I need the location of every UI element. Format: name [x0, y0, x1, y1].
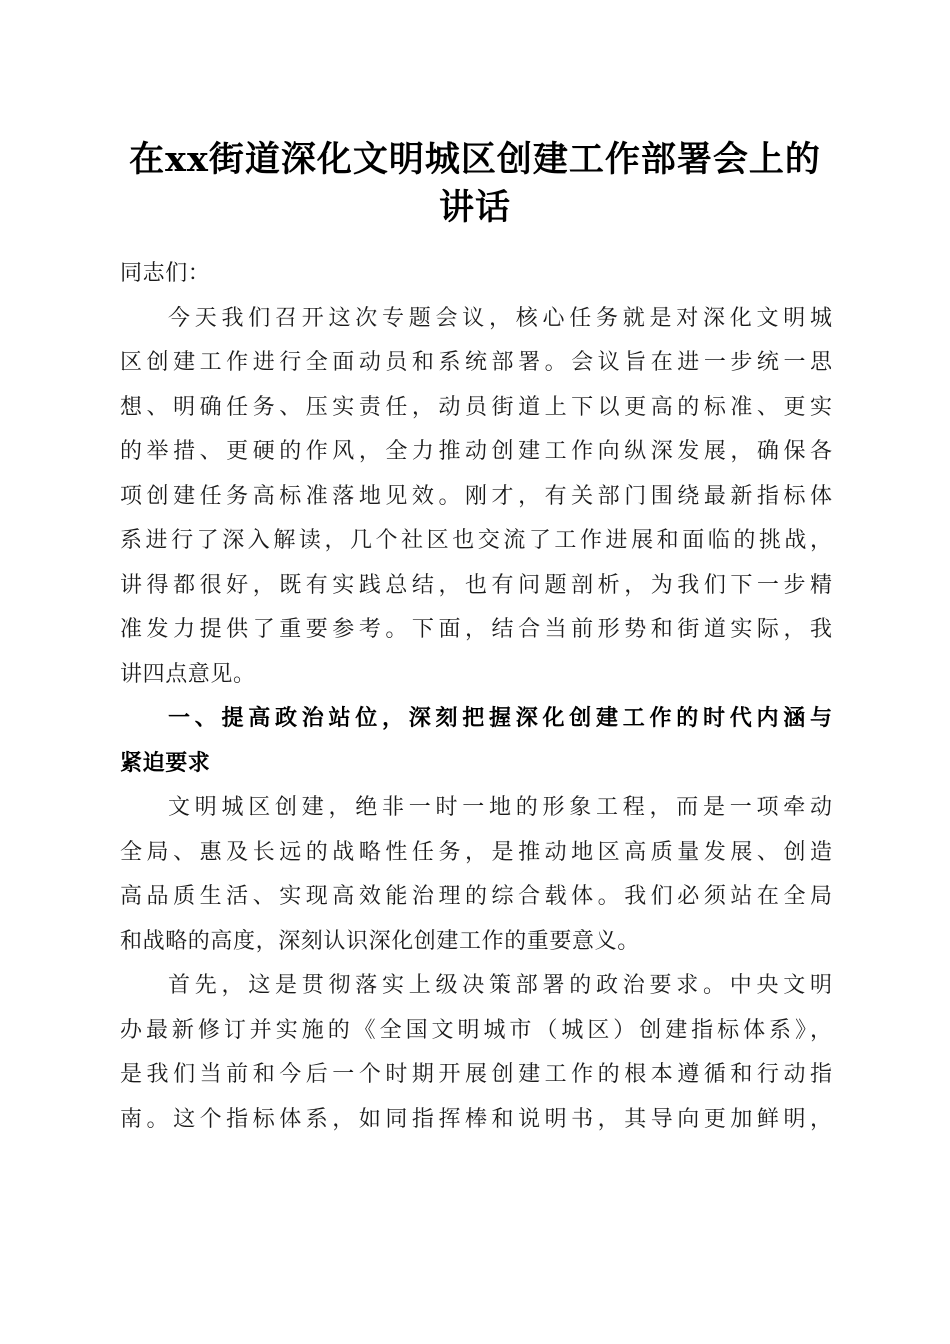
- section-heading-1: [120, 697, 832, 786]
- greeting: 同志们：: [120, 261, 211, 286]
- heading-line: 一、提高政治站位，深刻把握深化创建工作的时代内涵与: [168, 706, 832, 731]
- text-line: 和战略的高度，深刻认识深化创建工作的重要意义。: [120, 928, 640, 954]
- text-line: 讲得都很好，既有实践总结，也有问题剖析，为我们下一步精: [120, 572, 832, 598]
- text-line: 想、明确任务、压实责任，动员街道上下以更高的标准、更实: [120, 394, 832, 420]
- text-line: 准发力提供了重要参考。下面，结合当前形势和街道实际，我: [120, 617, 832, 642]
- document-title: [100, 136, 850, 232]
- text-line: 全局、惠及长远的战略性任务，是推动地区高质量发展、创造: [120, 839, 832, 865]
- text-line: 今天我们召开这次专题会议，核心任务就是对深化文明城: [168, 305, 832, 331]
- text-line: 项创建任务高标准落地见效。刚才，有关部门围绕最新指标体: [120, 483, 832, 509]
- title-line: 在xx街道深化文明城区创建工作部署会上的: [129, 139, 821, 180]
- title-line: 讲话: [438, 187, 511, 228]
- heading-line: 紧迫要求: [120, 750, 211, 776]
- paragraph-opening: [120, 297, 832, 698]
- text-line: 南。这个指标体系，如同指挥棒和说明书，其导向更加鲜明，: [120, 1106, 832, 1132]
- paragraph-first-point: [120, 964, 832, 1142]
- text-line: 的举措、更硬的作风，全力推动创建工作向纵深发展，确保各: [120, 439, 832, 464]
- text-line: 文明城区创建，绝非一时一地的形象工程，而是一项牵动: [168, 795, 832, 820]
- text-line: 是我们当前和今后一个时期开展创建工作的根本遵循和行动指: [120, 1062, 832, 1087]
- document-body: [120, 252, 832, 1142]
- text-line: 讲四点意见。: [120, 661, 256, 687]
- text-line: 区创建工作进行全面动员和系统部署。会议旨在进一步统一思: [120, 350, 832, 375]
- paragraph-significance: [120, 786, 832, 964]
- text-line: 首先，这是贯彻落实上级决策部署的政治要求。中央文明: [168, 973, 832, 998]
- text-line: 办最新修订并实施的《全国文明城市（城区）创建指标体系》，: [120, 1017, 832, 1043]
- text-line: 系进行了深入解读，几个社区也交流了工作进展和面临的挑战，: [120, 528, 832, 553]
- text-line: 高品质生活、实现高效能治理的综合载体。我们必须站在全局: [120, 884, 832, 909]
